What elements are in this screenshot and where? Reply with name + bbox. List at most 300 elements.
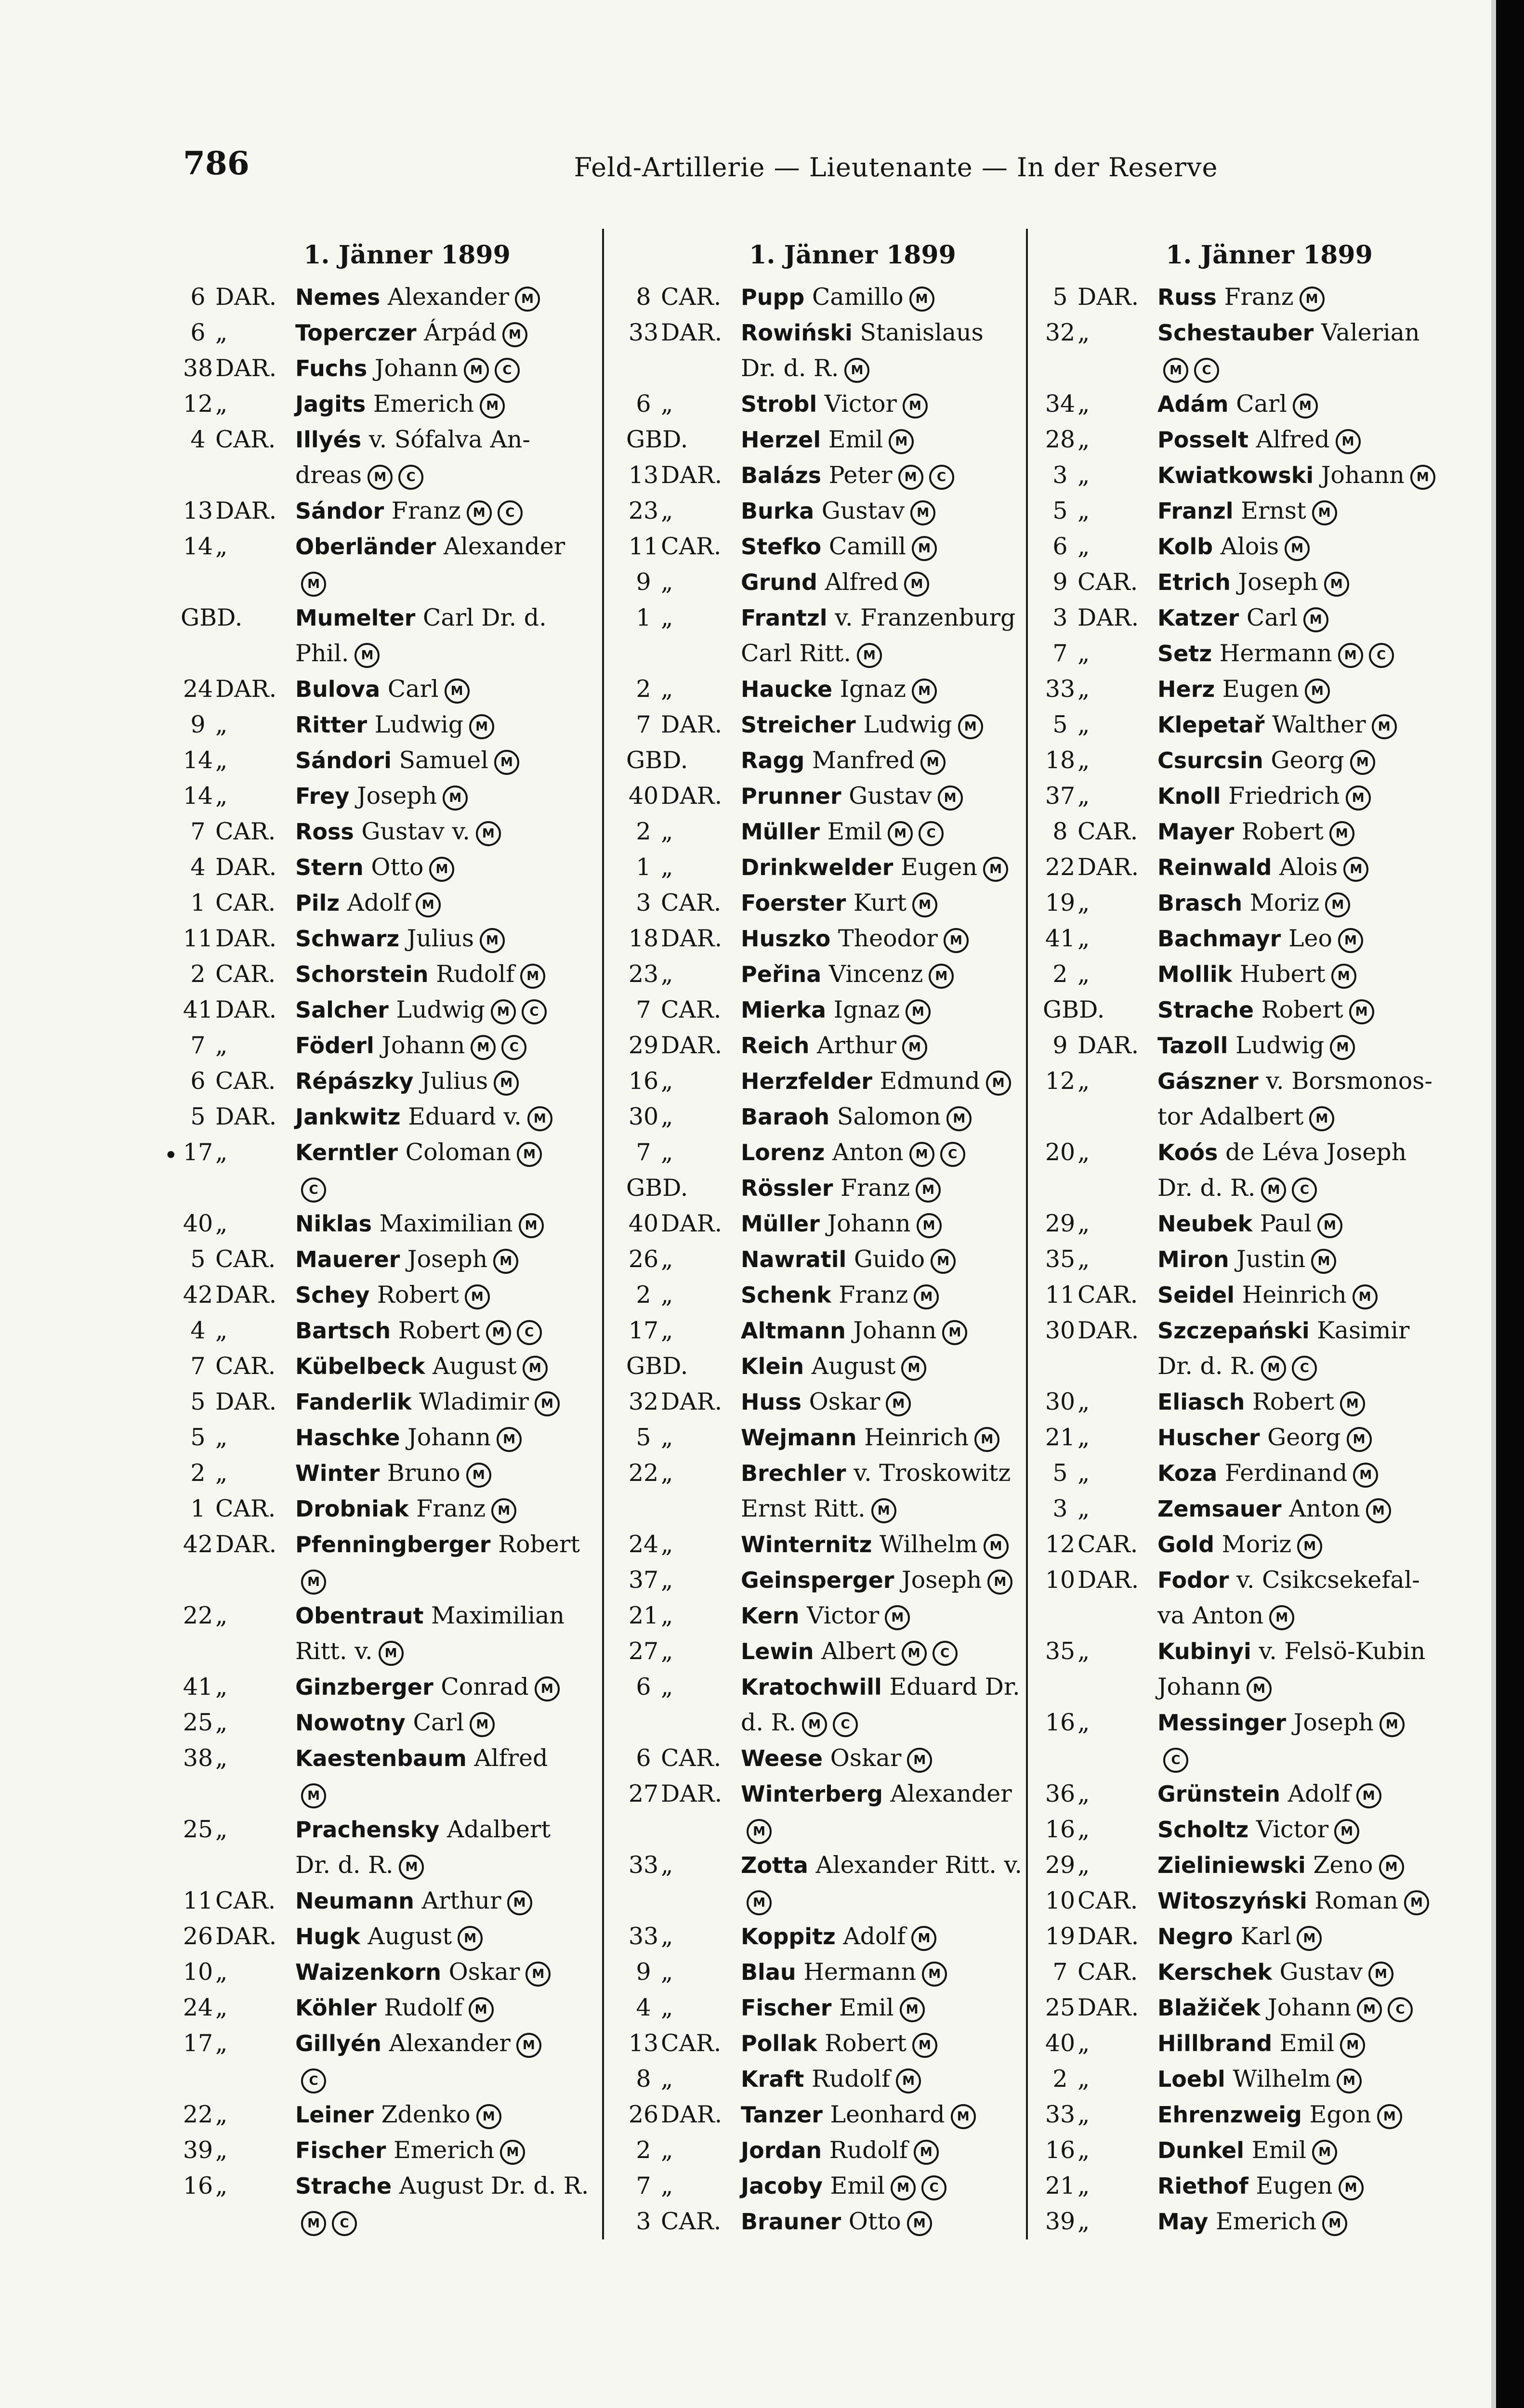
entry-number: 26 [628, 2101, 659, 2128]
entry-line [1043, 1420, 1467, 1455]
circled-m-icon: M [494, 1071, 519, 1096]
circled-m-icon: M [902, 1035, 927, 1060]
entry-line [1043, 1919, 1467, 1954]
entry-name [741, 458, 954, 493]
entry-name [295, 1277, 490, 1313]
entry-given-names: Theodor [830, 925, 938, 952]
entry-surname: Müller [741, 1211, 820, 1237]
circled-m-icon: M [519, 1213, 544, 1238]
entry-surname: Prachensky [295, 1817, 440, 1843]
entry-rank: „ [1077, 2065, 1090, 2093]
entry-surname: Illyés [295, 427, 362, 453]
entry-rank: DAR. [1077, 1994, 1139, 2021]
entry-line [1043, 422, 1467, 458]
circled-c-icon: C [501, 1035, 526, 1060]
entry-line [181, 1420, 604, 1455]
circled-m-icon: M [429, 857, 454, 882]
entry-surname: Messinger [1157, 1710, 1287, 1736]
circled-c-icon: C [929, 465, 954, 490]
entry-line [626, 279, 1050, 315]
entry-given-names: Wilhelm [1225, 2065, 1331, 2093]
entry-line [1043, 1847, 1467, 1883]
entry-number: 7 [636, 2172, 651, 2199]
entry-line [626, 1883, 1050, 1919]
entry-number: 28 [1045, 426, 1076, 453]
entry-given-names: Oskar [801, 1388, 880, 1415]
entry-name [741, 422, 914, 458]
entry-name [295, 1919, 483, 1954]
entry-rank: CAR. [661, 996, 722, 1023]
entry-name [741, 1348, 926, 1384]
entry-number: 35 [1045, 1637, 1076, 1665]
entry-name [1157, 671, 1330, 707]
entry-number: 33 [628, 1923, 659, 1950]
entry-number: 1 [636, 853, 651, 881]
entry-rank: CAR. [215, 818, 276, 845]
entry-rank: „ [215, 319, 228, 346]
entry-line [626, 1669, 1050, 1705]
entry-number: 23 [628, 497, 659, 524]
entry-rank: „ [1077, 1459, 1090, 1487]
entry-line [1043, 2026, 1467, 2061]
entry-given-names: Bruno [380, 1459, 460, 1487]
entry-rank: „ [215, 1459, 228, 1487]
entry-surname: Jordan [741, 2137, 822, 2163]
circled-m-icon: M [469, 1997, 494, 2022]
circled-m-icon: M [922, 1962, 947, 1987]
circled-m-icon: M [942, 1320, 967, 1345]
circled-m-icon: M [912, 892, 937, 917]
entry-line [181, 671, 604, 707]
circled-m-icon: M [984, 1534, 1009, 1559]
entry-number: 9 [636, 568, 651, 596]
entry-rank: DAR. [215, 354, 277, 382]
entry-name [1157, 1028, 1355, 1063]
entry-rank: „ [1077, 426, 1090, 453]
entry-number: 24 [628, 1531, 659, 1558]
entry-rank: CAR. [1077, 1887, 1138, 1914]
circled-m-icon: M [1293, 393, 1318, 419]
entry-name [741, 2097, 976, 2133]
entry-name [1157, 1990, 1413, 2026]
entry-name [1157, 1206, 1342, 1242]
entry-given-names: Wilhelm [872, 1531, 978, 1558]
entry-rank: CAR. [1077, 1958, 1138, 1986]
entry-line [1043, 1883, 1467, 1919]
entry-surname: Miron [1157, 1246, 1229, 1272]
entry-given-names: Robert [391, 1317, 480, 1344]
entry-rank: CAR. [215, 1245, 276, 1273]
entry-number: 32 [628, 1388, 659, 1415]
entry-surname: Ritter [295, 712, 368, 738]
entry-line [626, 1776, 1050, 1812]
entry-number: 34 [1045, 390, 1076, 418]
entry-line [181, 1527, 604, 1562]
entry-surname: Kratochwill [741, 1674, 882, 1700]
entry-name [741, 778, 963, 814]
entry-rank: „ [661, 1067, 673, 1095]
entry-rank: DAR. [661, 1210, 723, 1237]
entry-name [295, 1883, 532, 1919]
entry-rank: „ [215, 2136, 228, 2164]
entry-surname: Pupp [741, 284, 805, 310]
entry-rank: „ [1077, 960, 1090, 988]
entry-line [626, 707, 1050, 743]
circled-m-icon: M [493, 1249, 518, 1274]
entry-surname: Salcher [295, 997, 389, 1023]
entry-name [741, 1206, 942, 1242]
entry-name [741, 1277, 939, 1313]
entry-number: GBD. [626, 1352, 688, 1380]
circled-c-icon: C [921, 2175, 946, 2200]
entry-number: 7 [190, 1352, 206, 1380]
entry-line [1043, 1669, 1467, 1705]
entry-rank: DAR. [215, 1531, 277, 1558]
circled-m-icon: M [1297, 1534, 1322, 1559]
entry-number: 27 [628, 1637, 659, 1665]
entry-surname: Toperczer [295, 320, 417, 346]
entry-number: 4 [636, 1994, 651, 2021]
entry-line [1043, 1954, 1467, 1990]
entry-surname: Niklas [295, 1211, 372, 1237]
entry-continuation: Dr. d. R. M C [1157, 1170, 1317, 1206]
entry-surname: May [1157, 2209, 1209, 2235]
entry-number: 41 [183, 996, 213, 1023]
entry-rank: „ [215, 2172, 228, 2199]
entry-surname: Kubinyi [1157, 1638, 1251, 1664]
entry-rank: DAR. [215, 675, 277, 703]
entry-given-names: Franz [833, 1174, 910, 1202]
circled-m-icon: M [470, 1712, 495, 1737]
entry-number: 16 [1045, 1816, 1076, 1843]
circled-m-icon: M [1404, 1890, 1429, 1915]
entry-line [626, 529, 1050, 564]
entry-name [1157, 1242, 1336, 1277]
entry-given-names: Gustav [841, 782, 932, 810]
entry-number: 18 [1045, 746, 1076, 774]
entry-given-names: Ludwig [367, 711, 464, 738]
entry-name [295, 351, 520, 386]
circled-m-icon: M [1340, 1391, 1365, 1416]
entry-given-names: Alfred [1248, 426, 1330, 453]
entry-number: 22 [628, 1459, 659, 1487]
circled-m-icon: M [912, 536, 937, 561]
entry-line [181, 885, 604, 921]
entry-number: 7 [636, 711, 651, 738]
circled-m-icon: M [1300, 287, 1325, 312]
entry-name [295, 1420, 522, 1455]
entry-line [1043, 2204, 1467, 2239]
circled-m-icon: M [1334, 1819, 1359, 1844]
entry-continuation: d. R. M C [741, 1705, 858, 1741]
entry-surname: Pollak [741, 2030, 817, 2056]
entry-surname: Sándor [295, 498, 384, 524]
entry-surname: Fanderlik [295, 1389, 412, 1415]
entry-surname: Fodor [1157, 1567, 1229, 1593]
entry-number: 22 [183, 1602, 213, 1629]
entry-surname: Drinkwelder [741, 854, 893, 880]
entry-name [1157, 992, 1374, 1028]
entry-surname: Waizenkorn [295, 1959, 442, 1985]
entry-given-names: Robert [1254, 996, 1343, 1023]
entry-rank: DAR. [661, 782, 723, 810]
entry-surname: Dunkel [1157, 2137, 1245, 2163]
circled-m-icon: M [1330, 1035, 1355, 1060]
entry-name [295, 1527, 580, 1562]
entry-surname: Strache [1157, 997, 1254, 1023]
entry-number: 2 [1052, 2065, 1068, 2093]
entry-line [181, 1776, 604, 1812]
circled-m-icon: M [1324, 572, 1349, 597]
entry-line [181, 386, 604, 422]
entry-given-names: Anton [1281, 1495, 1360, 1522]
circled-m-icon: M [920, 750, 946, 775]
entry-name [295, 1455, 491, 1491]
entry-number: 19 [1045, 889, 1076, 916]
circled-m-icon: M [458, 1926, 483, 1951]
entry-rank: DAR. [661, 925, 723, 952]
entry-surname: Frantzl [741, 605, 828, 631]
circled-m-icon: M [907, 2211, 932, 2236]
entry-rank: „ [215, 390, 228, 418]
entry-surname: Zemsauer [1157, 1496, 1282, 1522]
circled-m-icon: M [520, 964, 545, 989]
entry-name [295, 956, 545, 992]
circled-m-icon: M [1325, 892, 1350, 917]
entry-surname: Reinwald [1157, 854, 1272, 880]
entry-line [1043, 956, 1467, 992]
entry-given-names: Valerian [1314, 319, 1420, 346]
entry-surname: Grund [741, 569, 817, 595]
entry-name [741, 529, 937, 564]
entry-surname: Oberländer [295, 534, 436, 560]
entry-name [1157, 1420, 1372, 1455]
entry-number: 41 [1045, 925, 1076, 952]
entry-surname: Negro [1157, 1924, 1233, 1950]
entry-rank: DAR. [1077, 1566, 1139, 1594]
entry-given-names: Adolf [835, 1923, 906, 1950]
entry-rank: „ [661, 1281, 673, 1309]
entry-number: 14 [183, 782, 213, 810]
entry-rank: „ [215, 1994, 228, 2021]
entry-surname: Pilz [295, 890, 340, 916]
entry-line [181, 1990, 604, 2026]
circled-m-icon: M [1261, 1356, 1286, 1381]
circled-m-icon: M [1368, 1962, 1393, 1987]
entry-name [295, 1812, 551, 1847]
entry-name [295, 1242, 518, 1277]
entry-given-names: Camillo [804, 283, 904, 311]
entry-line [626, 1348, 1050, 1384]
entry-line [1043, 351, 1467, 386]
entry-given-names: Johann [845, 1317, 937, 1344]
entry-surname: Ehrenzweig [1157, 2102, 1302, 2128]
entry-name [741, 1669, 1020, 1705]
entry-given-names: v. Felsö-Kubin [1251, 1637, 1426, 1665]
circled-m-icon: M [951, 2104, 976, 2129]
entry-line [626, 315, 1050, 351]
entry-rank: „ [661, 675, 673, 703]
circled-m-icon: M [355, 643, 380, 668]
entry-number: 18 [628, 925, 659, 952]
entry-name [295, 2133, 525, 2168]
entry-given-names: Otto [841, 2208, 901, 2235]
entry-surname: Strobl [741, 391, 817, 417]
entry-surname: Tanzer [741, 2102, 823, 2128]
entry-name [741, 2133, 939, 2168]
circled-m-icon: M [497, 1427, 522, 1452]
entry-given-names: Victor [1248, 1816, 1329, 1843]
entry-line [181, 1741, 604, 1776]
entry-given-names: Ludwig [855, 711, 952, 738]
circled-m-icon: M [445, 679, 470, 704]
entry-rank: „ [1077, 2208, 1090, 2235]
circled-m-icon: M [1163, 358, 1188, 383]
entry-line [626, 493, 1050, 529]
entry-line [181, 2026, 604, 2061]
entry-rank: CAR. [661, 889, 722, 916]
entry-continuation: Dr. d. R. M [741, 351, 869, 386]
entry-name [1157, 1954, 1393, 1990]
circled-m-icon: M [1347, 1427, 1372, 1452]
entry-rank: „ [1077, 1495, 1090, 1522]
entry-rank: „ [661, 1923, 673, 1950]
entry-surname: Blau [741, 1959, 796, 1985]
entry-line [181, 1812, 604, 1847]
entry-line [1043, 743, 1467, 778]
circled-m-icon: M [1343, 857, 1368, 882]
entry-number: 13 [183, 497, 213, 524]
entry-list [626, 279, 1050, 2239]
entry-line [1043, 1028, 1467, 1063]
entry-surname: Riethof [1157, 2173, 1248, 2199]
entry-number: 7 [190, 1032, 206, 1059]
entry-surname: Schestauber [1157, 320, 1314, 346]
entry-name [1157, 2133, 1337, 2168]
entry-surname: Ginzberger [295, 1674, 434, 1700]
entry-name [741, 315, 984, 351]
entry-number: 3 [1052, 604, 1068, 631]
entry-number: 25 [183, 1709, 213, 1736]
circled-m-icon: M [379, 1641, 404, 1666]
entry-number: 40 [1045, 2029, 1076, 2057]
column-heading: 1. Jänner 1899 [1166, 240, 1373, 270]
entry-line [181, 493, 604, 529]
entry-given-names: Kasimir [1309, 1317, 1410, 1344]
entry-given-names: Walther [1264, 711, 1366, 738]
circled-m-icon: M [747, 1819, 772, 1844]
entry-line [1043, 529, 1467, 564]
entry-name [1157, 2168, 1364, 2204]
entry-line [1043, 636, 1467, 671]
entry-surname: Brauner [741, 2209, 841, 2235]
entry-given-names: Emil [831, 1994, 894, 2021]
page-number: 786 [183, 144, 250, 182]
circled-m-icon: M [1312, 2140, 1337, 2165]
entry-surname: Bulova [295, 676, 381, 702]
entry-number: 11 [1045, 1281, 1076, 1309]
entry-line [181, 564, 604, 600]
entry-surname: Scholtz [1157, 1817, 1249, 1843]
entry-number: 4 [190, 853, 206, 881]
entry-line [1043, 386, 1467, 422]
circled-c-icon: C [1194, 358, 1219, 383]
entry-rank: DAR. [1077, 853, 1139, 881]
entry-given-names: Ernst [1233, 497, 1306, 524]
entry-given-names: Carl Dr. d. [415, 604, 547, 631]
entry-line [1043, 1491, 1467, 1527]
entry-surname: Herzfelder [741, 1068, 872, 1094]
entry-given-names: Johann [374, 1032, 465, 1059]
entry-given-names: Emerich [386, 2136, 495, 2164]
entry-surname: Etrich [1157, 569, 1231, 595]
entry-line [181, 1705, 604, 1741]
entry-line [1043, 1242, 1467, 1277]
entry-line [1043, 1135, 1467, 1170]
entry-name [295, 1313, 542, 1348]
entry-line [181, 1206, 604, 1242]
entry-surname: Baraoh [741, 1104, 830, 1130]
entry-line [1043, 885, 1467, 921]
entry-number: 16 [1045, 1709, 1076, 1736]
entry-line [1043, 992, 1467, 1028]
entry-given-names: Salomon [829, 1103, 941, 1130]
entry-number: 9 [1052, 1032, 1068, 1059]
entry-rank: CAR. [661, 533, 722, 560]
entry-surname: Altmann [741, 1318, 846, 1344]
entry-given-names: Ludwig [388, 996, 485, 1023]
entry-line [626, 1206, 1050, 1242]
entry-surname: Eliasch [1157, 1389, 1245, 1415]
entry-continuation [295, 1170, 326, 1206]
entry-name [741, 2026, 937, 2061]
entry-name [1157, 1776, 1381, 1812]
entry-rank: DAR. [1077, 1032, 1139, 1059]
entry-number: 33 [1045, 675, 1076, 703]
entry-rank: „ [215, 1602, 228, 1629]
entry-rank: DAR. [215, 283, 277, 311]
circled-m-icon: M [1269, 1605, 1294, 1630]
entry-name [741, 1847, 1022, 1883]
entry-given-names: Emerich [1208, 2208, 1317, 2235]
entry-surname: Müller [741, 819, 820, 845]
entry-name [295, 1348, 548, 1384]
entry-given-names: Heinrich [1235, 1281, 1347, 1309]
entry-line [1043, 1206, 1467, 1242]
entry-surname: Balázs [741, 462, 822, 488]
entry-continuation [295, 564, 326, 600]
scan-border [1496, 0, 1524, 2408]
entry-given-names: Alexander Ritt. v. [808, 1851, 1022, 1879]
entry-rank: „ [661, 853, 673, 881]
entry-list [181, 279, 604, 2239]
entry-surname: Köhler [295, 1995, 377, 2021]
circled-m-icon: M [912, 679, 937, 704]
entry-number: 2 [636, 1281, 651, 1309]
entry-continuation: dreas M C [295, 458, 423, 493]
entry-rank: „ [1077, 782, 1090, 810]
entry-number: 11 [628, 533, 659, 560]
entry-given-names: Ludwig [1228, 1032, 1325, 1059]
entry-rank: DAR. [1077, 1923, 1139, 1950]
entry-rank: CAR. [661, 2029, 722, 2057]
circled-m-icon: M [480, 928, 505, 953]
circled-m-icon: M [938, 785, 963, 811]
entry-number: 6 [636, 1744, 651, 1772]
entry-rank: „ [661, 1139, 673, 1166]
entry-name [295, 1954, 551, 1990]
entry-given-names: Eugen [1248, 2172, 1333, 2199]
